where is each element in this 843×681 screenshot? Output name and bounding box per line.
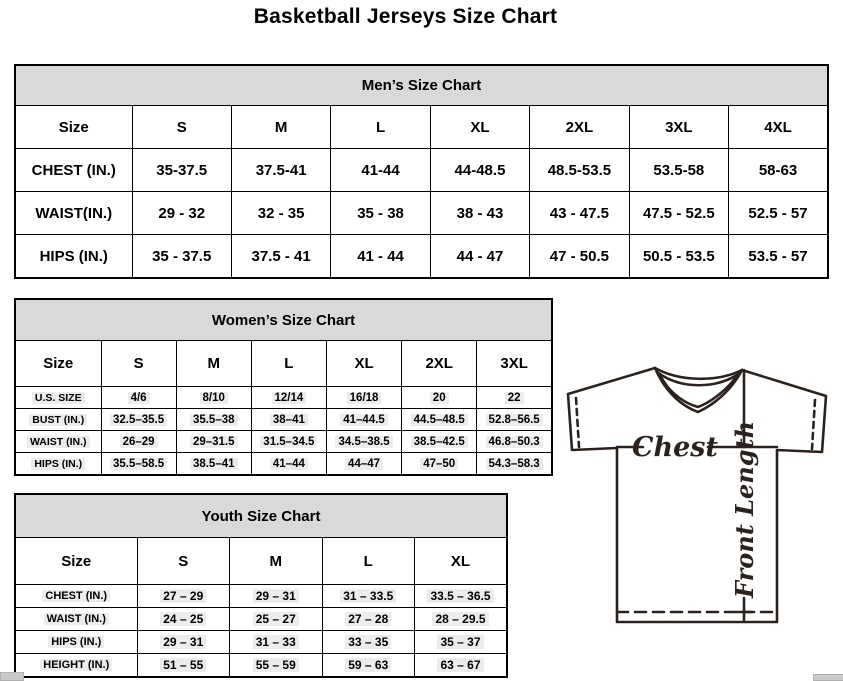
women-value-cell [402, 431, 477, 453]
youth-value-cell-text: 27 – 28 [345, 612, 391, 626]
youth-value-cell [415, 608, 508, 631]
men-value-cell: 58-63 [729, 149, 828, 192]
youth-measurement-row [15, 654, 507, 678]
women-value-cell-text: 22 [505, 392, 524, 404]
women-row-label [15, 387, 101, 409]
youth-value-cell-text: 29 – 31 [253, 589, 299, 603]
men-value-cell: 50.5 - 53.5 [629, 235, 728, 279]
youth-value-cell-text: 25 – 27 [253, 612, 299, 626]
youth-row-label [15, 608, 137, 631]
youth-measurement-row [15, 585, 507, 608]
women-chart-title: Women’s Size Chart [15, 299, 552, 341]
youth-value-cell-text: 55 – 59 [253, 658, 299, 672]
men-size-column-2xl: 2XL [530, 106, 629, 149]
men-size-header-row [15, 106, 828, 149]
youth-value-cell [322, 631, 415, 654]
women-value-cell-text: 38.5–42.5 [411, 436, 468, 448]
men-size-column-m: M [231, 106, 330, 149]
women-value-cell-text: 54.3–58.3 [486, 458, 543, 470]
youth-value-cell-text: 33.5 – 36.5 [427, 589, 493, 603]
women-value-cell-text: 12/14 [272, 392, 307, 404]
women-measurement-row [15, 431, 552, 453]
youth-measurement-row [15, 631, 507, 654]
women-value-cell [251, 409, 326, 431]
women-value-cell-text: 35.5–58.5 [110, 458, 167, 470]
youth-size-column-xl: XL [415, 538, 508, 585]
youth-value-cell [137, 585, 230, 608]
youth-size-chart-table [14, 493, 508, 678]
women-size-column-3xl: 3XL [477, 341, 552, 387]
youth-size-column-l: L [322, 538, 415, 585]
youth-value-cell-text: 29 – 31 [160, 635, 206, 649]
men-value-cell: 53.5 - 57 [729, 235, 828, 279]
youth-value-cell-text: 51 – 55 [160, 658, 206, 672]
youth-measurement-row [15, 608, 507, 631]
men-value-cell: 48.5-53.5 [530, 149, 629, 192]
women-value-cell [101, 453, 176, 476]
women-value-cell-text: 29–31.5 [190, 436, 238, 448]
women-size-header-label: Size [15, 341, 101, 387]
women-value-cell-text: 34.5–38.5 [335, 436, 392, 448]
youth-size-header-label: Size [15, 538, 137, 585]
youth-row-label [15, 631, 137, 654]
women-row-label-text: WAIST (IN.) [27, 436, 90, 448]
men-value-cell: 29 - 32 [132, 192, 231, 235]
youth-row-label-text: CHEST (IN.) [42, 590, 110, 602]
youth-value-cell-text: 31 – 33.5 [340, 589, 396, 603]
youth-row-label [15, 585, 137, 608]
women-value-cell-text: 38.5–41 [190, 458, 238, 470]
youth-value-cell [230, 631, 323, 654]
youth-value-cell [137, 631, 230, 654]
men-value-cell: 52.5 - 57 [729, 192, 828, 235]
youth-value-cell-text: 35 – 37 [437, 635, 483, 649]
youth-table-title-row [15, 494, 507, 538]
men-measurement-row [15, 192, 828, 235]
men-table-title-row [15, 65, 828, 106]
women-value-cell [477, 387, 552, 409]
women-value-cell-text: 8/10 [200, 392, 228, 404]
men-value-cell: 53.5-58 [629, 149, 728, 192]
men-size-column-s: S [132, 106, 231, 149]
men-size-column-3xl: 3XL [629, 106, 728, 149]
women-value-cell [251, 453, 326, 476]
youth-size-column-m: M [230, 538, 323, 585]
women-size-header-row [15, 341, 552, 387]
men-value-cell: 43 - 47.5 [530, 192, 629, 235]
women-value-cell-text: 44.5–48.5 [411, 414, 468, 426]
youth-value-cell [415, 654, 508, 678]
men-chart-title: Men’s Size Chart [15, 65, 828, 106]
women-size-column-m: M [176, 341, 251, 387]
men-size-column-xl: XL [430, 106, 529, 149]
youth-value-cell [230, 585, 323, 608]
men-value-cell: 37.5-41 [231, 149, 330, 192]
youth-value-cell-text: 33 – 35 [345, 635, 391, 649]
women-value-cell [477, 453, 552, 476]
men-value-cell: 35 - 37.5 [132, 235, 231, 279]
jersey-measurement-diagram [558, 360, 842, 626]
women-measurement-row [15, 387, 552, 409]
womens-size-chart-table [14, 298, 553, 476]
women-size-column-s: S [101, 341, 176, 387]
women-size-column-l: L [251, 341, 326, 387]
women-row-label-text: BUST (IN.) [29, 414, 87, 426]
youth-value-cell [322, 585, 415, 608]
page-title: Basketball Jerseys Size Chart [253, 5, 558, 28]
women-value-cell [402, 453, 477, 476]
women-value-cell-text: 35.5–38 [190, 414, 238, 426]
women-value-cell [101, 409, 176, 431]
women-value-cell [402, 387, 477, 409]
youth-row-label [15, 654, 137, 678]
youth-value-cell-text: 28 – 29.5 [432, 612, 488, 626]
youth-value-cell [230, 608, 323, 631]
youth-value-cell [137, 608, 230, 631]
chest-label: Chest [632, 432, 718, 463]
women-measurement-row [15, 409, 552, 431]
right-cuff-stitch [812, 400, 815, 449]
men-size-column-4xl: 4XL [729, 106, 828, 149]
men-size-column-l: L [331, 106, 430, 149]
women-value-cell-text: 20 [430, 392, 449, 404]
women-value-cell-text: 41–44 [270, 458, 308, 470]
youth-row-label-text: HEIGHT (IN.) [40, 659, 112, 671]
men-value-cell: 35 - 38 [331, 192, 430, 235]
men-value-cell: 47 - 50.5 [530, 235, 629, 279]
youth-row-label-text: HIPS (IN.) [48, 636, 104, 648]
women-value-cell [176, 409, 251, 431]
women-value-cell [101, 431, 176, 453]
women-row-label [15, 453, 101, 476]
women-size-column-2xl: 2XL [402, 341, 477, 387]
men-size-header-label: Size [15, 106, 132, 149]
men-value-cell: 35-37.5 [132, 149, 231, 192]
women-value-cell [326, 387, 401, 409]
women-value-cell-text: 44–47 [345, 458, 383, 470]
scrollbar-fragment-right[interactable] [813, 674, 843, 681]
youth-size-column-s: S [137, 538, 230, 585]
women-value-cell-text: 38–41 [270, 414, 308, 426]
youth-chart-title: Youth Size Chart [15, 494, 507, 538]
youth-value-cell [415, 585, 508, 608]
youth-value-cell [322, 654, 415, 678]
men-value-cell: 41 - 44 [331, 235, 430, 279]
men-value-cell: 41-44 [331, 149, 430, 192]
women-value-cell [251, 431, 326, 453]
women-value-cell [176, 431, 251, 453]
youth-size-header-row [15, 538, 507, 585]
women-value-cell-text: 31.5–34.5 [260, 436, 317, 448]
men-row-label: WAIST(IN.) [15, 192, 132, 235]
women-value-cell [477, 431, 552, 453]
women-row-label [15, 409, 101, 431]
women-value-cell-text: 47–50 [420, 458, 458, 470]
men-value-cell: 38 - 43 [430, 192, 529, 235]
women-value-cell-text: 16/18 [347, 392, 382, 404]
youth-value-cell [322, 608, 415, 631]
youth-value-cell-text: 24 – 25 [160, 612, 206, 626]
youth-value-cell [230, 654, 323, 678]
women-value-cell [402, 409, 477, 431]
women-value-cell [326, 453, 401, 476]
women-value-cell [326, 431, 401, 453]
women-value-cell-text: 4/6 [128, 392, 150, 404]
youth-value-cell-text: 63 – 67 [437, 658, 483, 672]
women-value-cell [176, 387, 251, 409]
women-value-cell [176, 453, 251, 476]
front-length-label: Front Length [730, 420, 759, 598]
women-size-column-xl: XL [326, 341, 401, 387]
women-row-label [15, 431, 101, 453]
men-value-cell: 37.5 - 41 [231, 235, 330, 279]
women-row-label-text: HIPS (IN.) [31, 458, 85, 470]
women-value-cell [251, 387, 326, 409]
men-value-cell: 47.5 - 52.5 [629, 192, 728, 235]
men-row-label: CHEST (IN.) [15, 149, 132, 192]
youth-value-cell [137, 654, 230, 678]
women-table-title-row [15, 299, 552, 341]
youth-value-cell-text: 31 – 33 [253, 635, 299, 649]
women-measurement-row [15, 453, 552, 476]
youth-row-label-text: WAIST (IN.) [44, 613, 109, 625]
men-value-cell: 44-48.5 [430, 149, 529, 192]
women-value-cell [326, 409, 401, 431]
women-value-cell-text: 32.5–35.5 [110, 414, 167, 426]
men-row-label: HIPS (IN.) [15, 235, 132, 279]
left-cuff-stitch [576, 398, 579, 447]
men-measurement-row [15, 235, 828, 279]
women-value-cell-text: 41–44.5 [340, 414, 388, 426]
youth-value-cell-text: 59 – 63 [345, 658, 391, 672]
youth-value-cell-text: 27 – 29 [160, 589, 206, 603]
women-value-cell-text: 26–29 [120, 436, 158, 448]
women-value-cell [477, 409, 552, 431]
mens-size-chart-table [14, 64, 829, 279]
scrollbar-fragment-left[interactable] [0, 672, 24, 681]
youth-value-cell [415, 631, 508, 654]
women-row-label-text: U.S. SIZE [32, 392, 85, 404]
men-measurement-row [15, 149, 828, 192]
jersey-collar [655, 368, 742, 379]
women-value-cell-text: 46.8–50.3 [486, 436, 543, 448]
women-value-cell-text: 52.8–56.5 [486, 414, 543, 426]
men-value-cell: 44 - 47 [430, 235, 529, 279]
women-value-cell [101, 387, 176, 409]
men-value-cell: 32 - 35 [231, 192, 330, 235]
